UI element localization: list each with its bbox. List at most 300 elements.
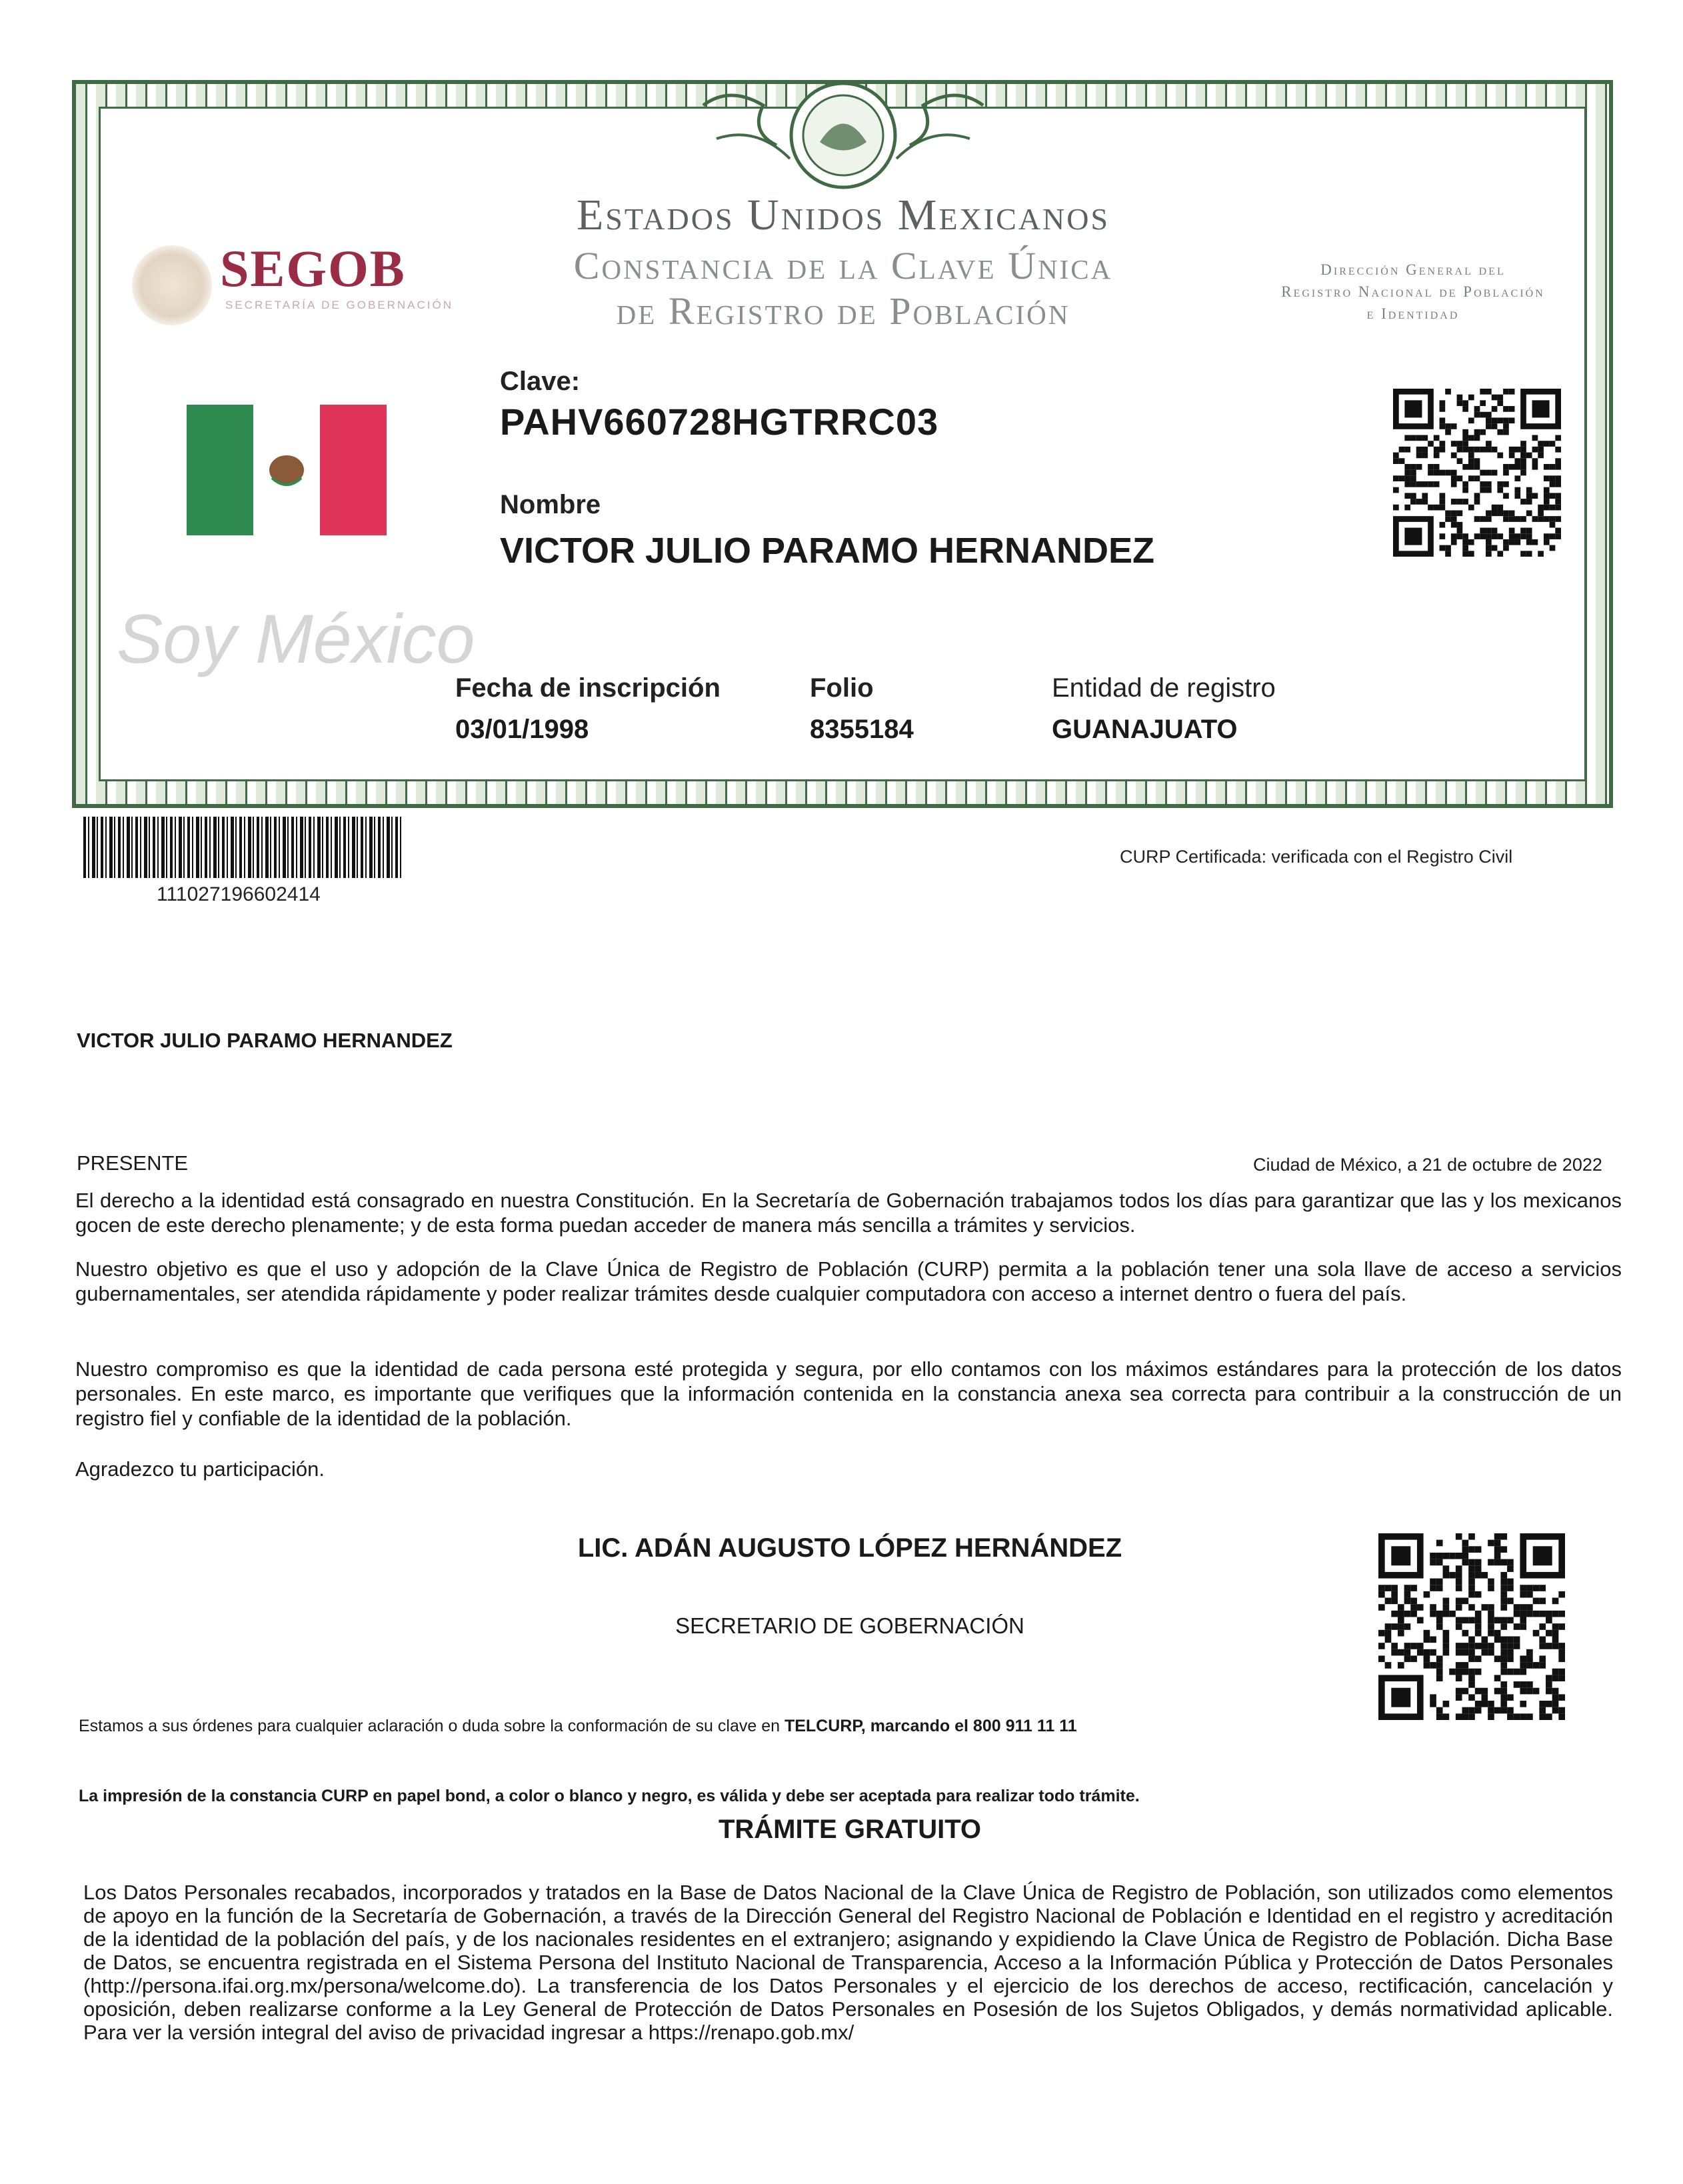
qr-module [1520,1681,1526,1688]
qr-module [1440,447,1446,453]
qr-module [1558,1694,1565,1701]
qr-module [1514,447,1520,453]
qr-module [1481,1701,1488,1707]
qr-module [1500,1585,1507,1591]
qr-module [1468,505,1474,511]
qr-module [1486,510,1492,516]
qr-module [1544,493,1550,499]
qr-module [1480,487,1486,493]
qr-module [1404,447,1410,453]
qr-module [1488,1579,1494,1585]
qr-module [1404,1649,1411,1656]
qr-module [1488,1559,1494,1566]
qr-module [1520,1669,1526,1675]
qr-module [1492,533,1498,539]
qr-module [1451,499,1457,505]
qr-module [1404,464,1410,470]
qr-module [1434,481,1440,487]
qr-module [1539,1598,1546,1605]
flag-green-band [187,405,253,535]
qr-module [1417,1649,1424,1656]
qr-module [1456,1713,1462,1720]
qr-module [1500,1649,1507,1656]
qr-module [1434,464,1440,470]
qr-module [1550,545,1556,551]
qr-module [1503,516,1509,522]
qr-module [1500,1694,1507,1701]
qr-module [1456,1572,1462,1579]
qr-module [1474,447,1480,453]
qr-module [1520,499,1526,505]
qr-module [1462,1707,1469,1714]
qr-module [1430,1611,1436,1617]
qr-module [1436,1713,1443,1720]
qr-module [1428,441,1434,447]
qr-module [1514,516,1520,522]
qr-module [1404,1591,1411,1598]
qr-module [1539,1713,1546,1720]
qr-module [1451,475,1457,481]
qr-module [1462,406,1468,412]
qr-module [1500,1681,1507,1688]
qr-module [1443,1713,1450,1720]
qr-module [1474,493,1480,499]
qr-module [1526,1649,1533,1656]
qr-module [1486,441,1492,447]
qr-module [1544,505,1550,511]
qr-module [1552,1669,1559,1675]
qr-module [1430,1694,1436,1701]
qr-module [1443,1649,1450,1656]
qr-module [1555,475,1561,481]
qr-module [1424,1662,1430,1669]
qr-module [1514,1611,1520,1617]
clave-value: PAHV660728HGTRRC03 [500,401,939,443]
qr-module [1436,1559,1443,1566]
qr-module [1436,1669,1443,1675]
qr-module [1509,417,1515,423]
signer-title: SECRETARIO DE GOBERNACIÓN [675,1613,1024,1638]
qr-module [1492,528,1498,534]
qr-module [1539,1611,1546,1617]
qr-module [1462,1617,1469,1624]
qr-module [1468,1585,1475,1591]
qr-module [1532,539,1538,545]
qr-module [1440,505,1446,511]
qr-module [1514,493,1520,499]
qr-module [1494,1630,1501,1637]
qr-module [1497,487,1503,493]
qr-module [1488,1649,1494,1656]
qr-module [1410,1643,1417,1649]
qr-module [1481,1604,1488,1611]
letter-paragraph-2: Nuestro objetivo es que el uso y adopción de la Clave Única de Registro de Población (CURP) permita a la población tener una sola llave de acceso a servicios gubernamentales, ser atendida rápidamente y poder realizar trámites desde cualquier computadora con acceso a internet dentro o fuera del país. [75,1257,1622,1305]
qr-module [1430,1579,1436,1585]
qr-module [1462,1669,1469,1675]
qr-module [1436,1707,1443,1714]
qr-module [1514,458,1520,464]
qr-module [1440,423,1446,429]
qr-module [1456,1623,1462,1630]
letter-recipient: VICTOR JULIO PARAMO HERNANDEZ [77,1029,453,1052]
qr-module [1550,533,1556,539]
qr-module [1422,493,1428,499]
qr-module [1422,453,1428,459]
qr-module [1520,1662,1526,1669]
qr-module [1436,1623,1443,1630]
qr-module [1500,1662,1507,1669]
qr-module [1410,1611,1417,1617]
qr-module [1526,453,1532,459]
qr-module [1398,1630,1404,1637]
qr-module [1500,1533,1507,1540]
qr-module [1509,533,1515,539]
barcode [83,817,403,878]
qr-module [1456,1643,1462,1649]
qr-module [1526,1591,1533,1598]
qr-module [1509,453,1515,459]
qr-module [1440,533,1446,539]
qr-module [1391,1623,1398,1630]
qr-module [1462,545,1468,551]
qr-module [1526,551,1532,557]
qr-module [1462,1662,1469,1669]
qr-module [1494,1655,1501,1662]
qr-module [1468,458,1474,464]
qr-module [1532,447,1538,453]
qr-module [1475,1707,1482,1714]
qr-finder [1391,1546,1410,1565]
qr-module [1555,528,1561,534]
qr-module [1503,417,1509,423]
qr-module [1468,1579,1475,1585]
qr-module [1488,1713,1494,1720]
qr-module [1457,458,1463,464]
qr-module [1445,516,1451,522]
flag-red-band [320,405,387,535]
qr-module [1456,1688,1462,1695]
qr-module [1430,1649,1436,1656]
qr-module [1443,1572,1450,1579]
qr-module [1468,551,1474,557]
qr-module [1481,1572,1488,1579]
qr-module [1456,1669,1462,1675]
qr-module [1445,510,1451,516]
qr-module [1544,539,1550,545]
qr-module [1475,1546,1482,1553]
qr-module [1474,475,1480,481]
qr-module [1474,464,1480,470]
qr-module [1440,417,1446,423]
qr-module [1462,1540,1469,1547]
qr-module [1378,1604,1385,1611]
qr-module [1488,1604,1494,1611]
qr-module [1410,499,1416,505]
qr-module [1509,406,1515,412]
qr-module [1436,1540,1443,1547]
qr-module [1462,1713,1469,1720]
qr-module [1500,1591,1507,1598]
qr-module [1451,470,1457,476]
qr-module [1451,510,1457,516]
qr-module [1509,539,1515,545]
folio-label: Folio [810,673,874,703]
qr-module [1526,528,1532,534]
qr-module [1451,516,1457,522]
qr-module [1398,1617,1404,1624]
qr-module [1404,481,1410,487]
qr-module [1526,539,1532,545]
qr-module [1503,481,1509,487]
qr-module [1391,1585,1398,1591]
qr-module [1520,1585,1526,1591]
qr-module [1497,481,1503,487]
qr-module [1558,1649,1565,1656]
qr-module [1451,423,1457,429]
qr-module [1509,447,1515,453]
qr-module [1378,1630,1385,1637]
qr-module [1410,435,1416,441]
qr-module [1494,1707,1501,1714]
qr-module [1475,1617,1482,1624]
qr-module [1462,429,1468,435]
tramite-gratuito: TRÁMITE GRATUITO [718,1815,982,1844]
qr-module [1378,1655,1385,1662]
qr-module [1486,417,1492,423]
qr-module [1417,1643,1424,1649]
qr-module [1520,533,1526,539]
qr-module [1456,1565,1462,1572]
qr-module [1539,1623,1546,1630]
qr-module [1520,470,1526,476]
qr-module [1488,1611,1494,1617]
qr-module [1457,475,1463,481]
qr-module [1468,1617,1475,1624]
qr-module [1544,499,1550,505]
qr-module [1404,493,1410,499]
qr-module [1468,435,1474,441]
qr-module [1462,1546,1469,1553]
qr-module [1507,1585,1514,1591]
qr-module [1422,447,1428,453]
qr-module [1507,1707,1514,1714]
qr-module [1503,510,1509,516]
qr-module [1500,1707,1507,1714]
qr-module [1391,1591,1398,1598]
qr-module [1555,458,1561,464]
qr-module [1456,1675,1462,1681]
qr-module [1443,1598,1450,1605]
qr-module [1468,464,1474,470]
qr-module [1468,1675,1475,1681]
qr-module [1532,464,1538,470]
document-subtitle-1: Constancia de la Clave Única [573,244,1113,287]
qr-module [1440,545,1446,551]
qr-module [1514,464,1520,470]
qr-module [1440,406,1446,412]
qr-module [1507,1579,1514,1585]
qr-module [1480,429,1486,435]
qr-module [1474,516,1480,522]
document-subtitle-2: de Registro de Población [616,289,1070,333]
qr-module [1558,1655,1565,1662]
qr-module [1492,505,1498,511]
qr-module [1546,1688,1552,1695]
qr-module [1488,1701,1494,1707]
qr-module [1480,389,1486,395]
qr-module [1468,1669,1475,1675]
qr-module [1526,1585,1533,1591]
qr-module [1457,441,1463,447]
letter-paragraph-3: Nuestro compromiso es que la identidad de cada persona esté protegida y segura, por ello contamos con los máximos estándares para la protección de los datos personales. En este marco, es importante que verifiques que la información contenida en la constancia anexa sea correcta para contribuir a la construcción de un registro fiel y confiable de la identidad de la población. [75,1357,1622,1430]
qr-module [1488,1585,1494,1591]
qr-module [1410,1655,1417,1662]
qr-module [1451,533,1457,539]
qr-module [1474,435,1480,441]
qr-module [1404,470,1410,476]
qr-module [1514,1643,1520,1649]
qr-module [1480,533,1486,539]
qr-module [1486,528,1492,534]
qr-module [1544,464,1550,470]
qr-module [1497,505,1503,511]
qr-module [1462,400,1468,406]
qr-module [1526,487,1532,493]
qr-finder [1533,1546,1552,1565]
qr-module [1552,1675,1559,1681]
qr-module [1514,1623,1520,1630]
qr-module [1391,1649,1398,1656]
qr-module [1492,545,1498,551]
qr-module [1558,1623,1565,1630]
qr-module [1500,1636,1507,1643]
qr-module [1558,1675,1565,1681]
qr-module [1462,1553,1469,1559]
qr-module [1544,475,1550,481]
qr-module [1555,505,1561,511]
qr-module [1514,1669,1520,1675]
qr-module [1497,395,1503,401]
qr-module [1404,1623,1411,1630]
qr-module [1507,1598,1514,1605]
qr-module [1428,470,1434,476]
qr-module [1436,1617,1443,1624]
qr-module [1404,505,1410,511]
qr-module [1481,1694,1488,1701]
qr-module [1443,1553,1450,1559]
qr-module [1440,493,1446,499]
qr-module [1468,539,1474,545]
qr-module [1532,435,1538,441]
qr-module [1520,1611,1526,1617]
qr-module [1503,545,1509,551]
qr-module [1430,1585,1436,1591]
privacy-notice: Los Datos Personales recabados, incorporados y tratados en la Base de Datos Nacional de la Clave Única de Registro de Población, son utilizados como elementos de apoyo en la función de la Secretaría de Gobernación, a través de la Dirección General del Registro Nacional de Población e Identidad en el registro y acreditación de la identidad de la población del país, y de los nacionales residentes en el extranjero; asignando y expidiendo la Clave Única de Registro de Población. Dicha Base de Datos, se encuentra registrada en el Sistema Persona del Instituto Nacional de Transparencia, Acceso a la Información Pública y Protección de Datos Personales (http://persona.ifai.org.mx/persona/welcome.do). La transferencia de los Datos Personales y el ejercicio de los derechos de acceso, rectificación, cancelación y oposición, deben realizarse conforme a la Ley General de Protección de Datos Personales en Posesión de los Sujetos Obligados, y demás normatividad aplicable. Para ver la versión integral del aviso de privacidad ingresar a https://renapo.gob.mx/ [83,1881,1613,2044]
agency-logo-text: SEGOB [220,239,406,297]
qr-module [1507,1655,1514,1662]
qr-module [1468,1681,1475,1688]
letter-presente: PRESENTE [77,1151,189,1175]
qr-module [1532,516,1538,522]
qr-module [1404,1585,1411,1591]
qr-module [1445,551,1451,557]
qr-module [1393,487,1399,493]
flag-emblem-icon [253,405,320,535]
qr-module [1526,1681,1533,1688]
qr-module [1457,400,1463,406]
qr-module [1497,510,1503,516]
qr-module [1385,1662,1392,1669]
qr-module [1507,1643,1514,1649]
qr-module [1451,453,1457,459]
qr-module [1480,400,1486,406]
qr-module [1546,1611,1552,1617]
qr-module [1533,1598,1540,1605]
qr-module [1416,499,1422,505]
qr-module [1520,458,1526,464]
qr-module [1520,528,1526,534]
qr-module [1486,545,1492,551]
qr-module [1497,417,1503,423]
qr-module [1468,447,1474,453]
qr-module [1436,1655,1443,1662]
qr-module [1468,1636,1475,1643]
qr-module [1391,1598,1398,1605]
qr-module [1552,1623,1559,1630]
qr-module [1494,1636,1501,1643]
qr-module [1481,1688,1488,1695]
signer-name: LIC. ADÁN AUGUSTO LÓPEZ HERNÁNDEZ [577,1533,1122,1563]
qr-module [1494,1675,1501,1681]
qr-module [1503,493,1509,499]
qr-module [1555,481,1561,487]
qr-module [1445,389,1451,395]
qr-module [1533,1662,1540,1669]
qr-module [1550,493,1556,499]
direction-line-3: e Identidad [1366,305,1460,322]
qr-module [1520,1591,1526,1598]
qr-module [1555,499,1561,505]
qr-module [1456,1553,1462,1559]
qr-module [1538,447,1544,453]
qr-module [1443,1565,1450,1572]
qr-module [1486,447,1492,453]
qr-module [1546,1713,1552,1720]
fecha-label: Fecha de inscripción [455,673,721,703]
qr-module [1378,1585,1385,1591]
contact-phone: TELCURP, marcando el 800 911 11 11 [784,1717,1077,1735]
qr-module [1480,447,1486,453]
qr-module [1416,453,1422,459]
qr-module [1503,423,1509,429]
qr-module [1514,1636,1520,1643]
qr-module [1404,1598,1411,1605]
qr-module [1552,1630,1559,1637]
qr-module [1462,1649,1469,1656]
qr-module [1410,470,1416,476]
qr-module [1391,1611,1398,1617]
qr-module [1462,1598,1469,1605]
soy-mexico-watermark: Soy México [117,601,475,678]
qr-module [1514,539,1520,545]
qr-module [1486,551,1492,557]
qr-module [1475,1623,1482,1630]
qr-module [1500,1559,1507,1566]
qr-module [1451,539,1457,545]
qr-module [1555,464,1561,470]
qr-module [1468,1604,1475,1611]
qr-module [1462,551,1468,557]
